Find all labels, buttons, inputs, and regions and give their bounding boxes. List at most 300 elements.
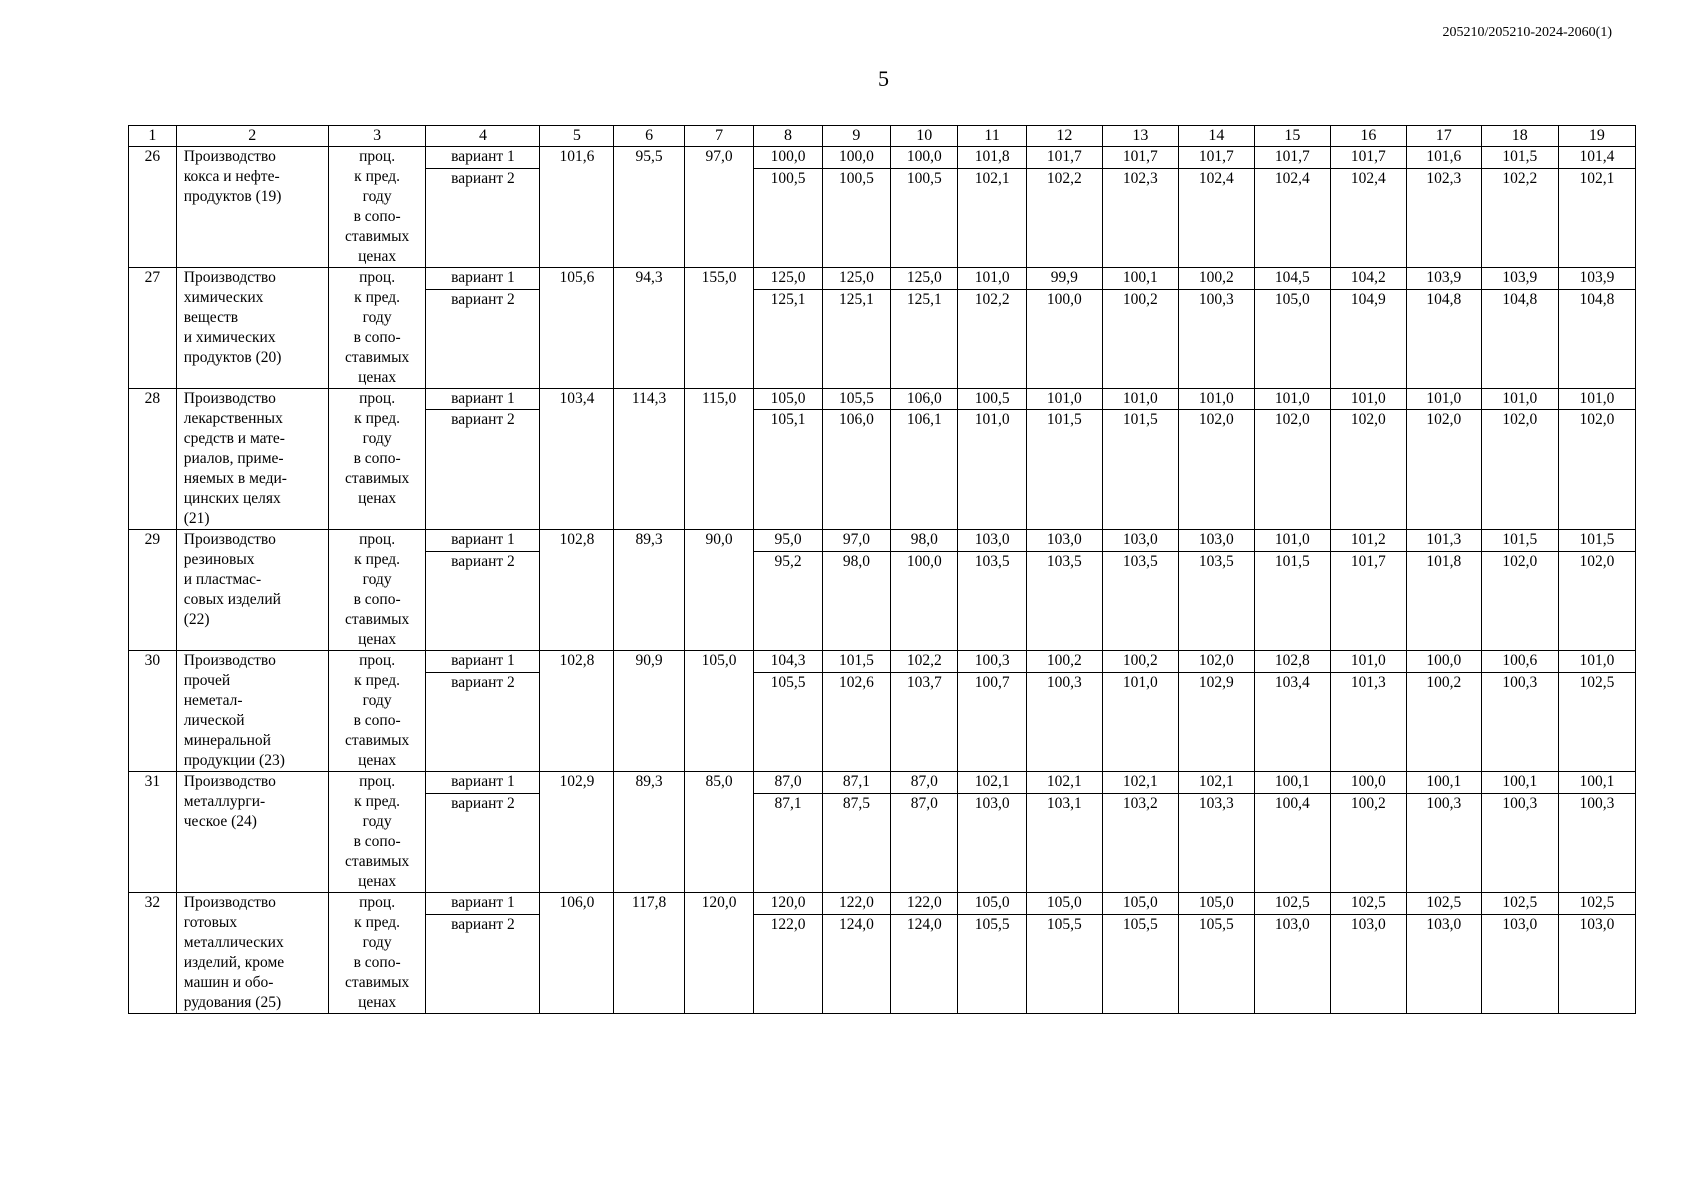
column-number-9: 9	[822, 126, 890, 147]
variant-2-value: 104,9	[1330, 289, 1406, 388]
column-number-6: 6	[614, 126, 685, 147]
variant-1-value: 100,2	[1026, 651, 1102, 673]
base-value: 102,9	[540, 772, 614, 893]
indicator-name-line: цинских целях	[183, 490, 281, 507]
unit-of-measure	[328, 147, 426, 268]
unit-line: году	[362, 430, 392, 447]
variant-2-value: 103,4	[1254, 672, 1330, 771]
unit-line: проц.	[359, 773, 396, 790]
variant-2-value: 102,0	[1481, 551, 1558, 650]
unit-line: году	[362, 571, 392, 588]
variant-1-value: 101,0	[1330, 389, 1406, 410]
unit-line: к пред.	[354, 168, 401, 185]
variant-1-value: 103,0	[1026, 530, 1102, 552]
variant-1-value: 101,5	[822, 651, 890, 673]
unit-line: ставимых	[344, 974, 410, 991]
base-value: 94,3	[614, 268, 685, 389]
unit-of-measure	[328, 772, 426, 893]
variant-2-value: 105,5	[754, 672, 822, 771]
variant-2-value: 105,5	[1102, 914, 1178, 1013]
variant-2-value: 102,0	[1178, 410, 1254, 530]
variant-1-value: 102,5	[1254, 893, 1330, 915]
unit-line: в сопо-	[353, 833, 401, 850]
indicator-name-line: химических	[183, 289, 264, 306]
table-row	[129, 268, 1636, 290]
base-value: 102,8	[540, 530, 614, 651]
variant-1-value: 102,5	[1558, 893, 1635, 915]
variant-2-value: 103,1	[1026, 793, 1102, 892]
base-value: 106,0	[540, 893, 614, 1014]
unit-line: году	[362, 813, 392, 830]
variant-2-value: 103,0	[1481, 914, 1558, 1013]
variant-2-value: 100,3	[1406, 793, 1481, 892]
variant-1-value: 87,1	[822, 772, 890, 794]
indicator-name-line: Производство	[183, 773, 276, 790]
variant-2-value: 125,1	[891, 289, 958, 388]
variant-1-value: 100,1	[1102, 268, 1178, 290]
variant-2-value: 100,2	[1330, 793, 1406, 892]
variant-1-label: вариант 1	[426, 651, 540, 673]
variant-1-value: 102,0	[1178, 651, 1254, 673]
variant-1-value: 102,1	[1026, 772, 1102, 794]
unit-line: в сопо-	[353, 329, 401, 346]
variant-1-value: 100,3	[958, 651, 1026, 673]
variant-2-value: 103,2	[1102, 793, 1178, 892]
variant-1-value: 122,0	[891, 893, 958, 915]
variant-1-value: 100,0	[1406, 651, 1481, 673]
column-number-2: 2	[176, 126, 328, 147]
unit-line: к пред.	[354, 914, 401, 931]
variant-2-value: 100,2	[1406, 672, 1481, 771]
variant-2-value: 100,3	[1558, 793, 1635, 892]
variant-1-value: 102,1	[958, 772, 1026, 794]
indicator-name	[176, 389, 328, 530]
table-row	[129, 651, 1636, 673]
unit-line: ставимых	[344, 470, 410, 487]
table-row	[129, 772, 1636, 794]
unit-of-measure	[328, 893, 426, 1014]
column-number-18: 18	[1481, 126, 1558, 147]
row-number: 31	[129, 772, 177, 893]
variant-1-label: вариант 1	[426, 893, 540, 915]
variant-2-value: 103,0	[1558, 914, 1635, 1013]
variant-2-value: 103,0	[1254, 914, 1330, 1013]
variant-1-value: 95,0	[754, 530, 822, 552]
variant-2-value: 102,0	[1254, 410, 1330, 530]
base-value: 89,3	[614, 772, 685, 893]
variant-1-value: 101,5	[1481, 530, 1558, 552]
indicator-name-line: Производство	[183, 652, 276, 669]
variant-1-value: 100,2	[1102, 651, 1178, 673]
variant-2-value: 103,7	[891, 672, 958, 771]
variant-2-value: 102,0	[1558, 551, 1635, 650]
variant-1-value: 100,6	[1481, 651, 1558, 673]
indicator-name-line: рудования (25)	[183, 994, 282, 1011]
variant-2-value: 101,5	[1254, 551, 1330, 650]
variant-2-label: вариант 2	[426, 168, 540, 267]
variant-1-value: 101,0	[1558, 651, 1635, 673]
unit-line: в сопо-	[353, 591, 401, 608]
indicator-name-line: Производство	[183, 148, 276, 165]
variant-2-value: 102,0	[1330, 410, 1406, 530]
variant-1-value: 104,5	[1254, 268, 1330, 290]
variant-2-value: 103,0	[1330, 914, 1406, 1013]
variant-1-value: 103,0	[1178, 530, 1254, 552]
variant-1-value: 100,1	[1254, 772, 1330, 794]
variant-2-value: 106,1	[891, 410, 958, 530]
variant-2-value: 102,2	[958, 289, 1026, 388]
indicator-name-line: продукции (23)	[183, 752, 285, 769]
variant-1-value: 100,0	[891, 147, 958, 169]
variant-2-value: 100,3	[1481, 793, 1558, 892]
column-number-10: 10	[891, 126, 958, 147]
unit-line: ценах	[358, 248, 397, 265]
variant-1-label: вариант 1	[426, 147, 540, 169]
variant-1-value: 101,0	[1102, 389, 1178, 410]
variant-2-value: 101,5	[1026, 410, 1102, 530]
unit-line: к пред.	[354, 289, 401, 306]
variant-1-value: 102,5	[1406, 893, 1481, 915]
row-number: 29	[129, 530, 177, 651]
variant-2-value: 102,0	[1481, 410, 1558, 530]
variant-2-value: 98,0	[822, 551, 890, 650]
column-number-16: 16	[1330, 126, 1406, 147]
variant-2-value: 100,3	[1026, 672, 1102, 771]
column-number-3: 3	[328, 126, 426, 147]
variant-2-value: 124,0	[822, 914, 890, 1013]
indicator-name	[176, 147, 328, 268]
variant-1-value: 101,0	[958, 268, 1026, 290]
variant-1-value: 101,0	[1026, 389, 1102, 410]
indicator-name	[176, 651, 328, 772]
variant-1-value: 101,8	[958, 147, 1026, 169]
table-row	[129, 893, 1636, 915]
unit-line: к пред.	[354, 551, 401, 568]
variant-1-value: 105,5	[822, 389, 890, 410]
indicator-name-line: минеральной	[183, 732, 271, 749]
variant-2-value: 102,4	[1330, 168, 1406, 267]
variant-2-value: 95,2	[754, 551, 822, 650]
variant-2-label: вариант 2	[426, 914, 540, 1013]
variant-1-label: вариант 1	[426, 268, 540, 290]
variant-2-value: 104,8	[1558, 289, 1635, 388]
variant-2-value: 102,4	[1178, 168, 1254, 267]
indicator-name-line: няемых в меди-	[183, 470, 287, 487]
variant-1-value: 101,0	[1558, 389, 1635, 410]
variant-1-value: 101,7	[1178, 147, 1254, 169]
base-value: 114,3	[614, 389, 685, 530]
unit-line: к пред.	[354, 672, 401, 689]
unit-line: году	[362, 188, 392, 205]
base-value: 90,9	[614, 651, 685, 772]
variant-2-value: 100,3	[1178, 289, 1254, 388]
variant-1-value: 101,4	[1558, 147, 1635, 169]
variant-1-label: вариант 1	[426, 389, 540, 410]
variant-1-value: 105,0	[754, 389, 822, 410]
variant-2-value: 125,1	[822, 289, 890, 388]
variant-2-value: 124,0	[891, 914, 958, 1013]
variant-2-value: 102,0	[1558, 410, 1635, 530]
variant-1-value: 87,0	[891, 772, 958, 794]
variant-1-value: 100,1	[1481, 772, 1558, 794]
variant-2-value: 101,8	[1406, 551, 1481, 650]
variant-1-value: 102,5	[1330, 893, 1406, 915]
variant-2-value: 125,1	[754, 289, 822, 388]
variant-2-value: 103,5	[1026, 551, 1102, 650]
variant-1-value: 100,1	[1558, 772, 1635, 794]
variant-2-value: 102,3	[1102, 168, 1178, 267]
variant-2-value: 102,2	[1481, 168, 1558, 267]
unit-of-measure	[328, 651, 426, 772]
variant-2-value: 103,5	[1178, 551, 1254, 650]
variant-1-value: 100,0	[822, 147, 890, 169]
variant-1-value: 105,0	[958, 893, 1026, 915]
variant-2-value: 102,3	[1406, 168, 1481, 267]
variant-2-label: вариант 2	[426, 551, 540, 650]
variant-2-value: 104,8	[1406, 289, 1481, 388]
variant-2-value: 102,1	[958, 168, 1026, 267]
unit-line: в сопо-	[353, 208, 401, 225]
indicator-name-line: Производство	[183, 894, 276, 911]
indicator-name-line: металлических	[183, 934, 284, 951]
variant-1-value: 101,5	[1558, 530, 1635, 552]
variant-1-value: 101,3	[1406, 530, 1481, 552]
row-number: 28	[129, 389, 177, 530]
variant-1-value: 120,0	[754, 893, 822, 915]
column-number-14: 14	[1178, 126, 1254, 147]
document-id: 205210/205210-2024-2060(1)	[1442, 25, 1612, 40]
variant-1-value: 101,0	[1254, 389, 1330, 410]
column-number-7: 7	[684, 126, 753, 147]
unit-line: проц.	[359, 148, 396, 165]
indicator-name	[176, 530, 328, 651]
variant-2-value: 101,7	[1330, 551, 1406, 650]
indicator-name-line: прочей	[183, 672, 231, 689]
indicator-name-line: Производство	[183, 390, 276, 407]
indicator-name-line: Производство	[183, 531, 276, 548]
variant-1-value: 101,0	[1178, 389, 1254, 410]
variant-1-value: 101,2	[1330, 530, 1406, 552]
variant-2-label: вариант 2	[426, 793, 540, 892]
unit-line: к пред.	[354, 410, 401, 427]
unit-line: к пред.	[354, 793, 401, 810]
column-number-8: 8	[754, 126, 822, 147]
variant-2-value: 87,0	[891, 793, 958, 892]
unit-line: проц.	[359, 390, 396, 407]
page-number: 5	[878, 66, 889, 91]
variant-2-value: 122,0	[754, 914, 822, 1013]
variant-1-value: 87,0	[754, 772, 822, 794]
table-row	[129, 530, 1636, 552]
unit-line: ценах	[358, 631, 397, 648]
variant-1-value: 100,2	[1178, 268, 1254, 290]
variant-2-value: 102,1	[1558, 168, 1635, 267]
variant-1-value: 101,0	[1254, 530, 1330, 552]
indicator-name-line: (22)	[183, 611, 210, 628]
variant-2-value: 100,2	[1102, 289, 1178, 388]
indicator-name-line: резиновых	[183, 551, 255, 568]
base-value: 95,5	[614, 147, 685, 268]
variant-1-value: 100,1	[1406, 772, 1481, 794]
variant-1-value: 100,0	[1330, 772, 1406, 794]
variant-1-value: 101,0	[1481, 389, 1558, 410]
variant-1-value: 125,0	[822, 268, 890, 290]
variant-2-value: 102,9	[1178, 672, 1254, 771]
column-number-12: 12	[1026, 126, 1102, 147]
variant-2-value: 102,2	[1026, 168, 1102, 267]
indicator-name-line: и пластмас-	[183, 571, 262, 588]
variant-2-value: 102,4	[1254, 168, 1330, 267]
variant-1-value: 102,1	[1178, 772, 1254, 794]
column-number-4: 4	[426, 126, 540, 147]
variant-2-value: 102,6	[822, 672, 890, 771]
base-value: 90,0	[684, 530, 753, 651]
base-value: 105,0	[684, 651, 753, 772]
variant-1-value: 103,9	[1406, 268, 1481, 290]
variant-2-value: 87,1	[754, 793, 822, 892]
variant-1-value: 105,0	[1102, 893, 1178, 915]
row-number: 27	[129, 268, 177, 389]
variant-2-value: 105,5	[958, 914, 1026, 1013]
indicator-name-line: продуктов (19)	[183, 188, 282, 205]
base-value: 115,0	[684, 389, 753, 530]
unit-line: ставимых	[344, 732, 410, 749]
variant-2-label: вариант 2	[426, 289, 540, 388]
variant-1-value: 100,5	[958, 389, 1026, 410]
variant-2-value: 104,8	[1481, 289, 1558, 388]
variant-2-value: 101,0	[1102, 672, 1178, 771]
column-number-15: 15	[1254, 126, 1330, 147]
column-number-19: 19	[1558, 126, 1635, 147]
variant-1-value: 101,0	[1330, 651, 1406, 673]
unit-line: ценах	[358, 873, 397, 890]
variant-1-value: 101,7	[1102, 147, 1178, 169]
variant-1-value: 97,0	[822, 530, 890, 552]
unit-line: проц.	[359, 269, 396, 286]
indicator-name	[176, 772, 328, 893]
variant-1-value: 101,6	[1406, 147, 1481, 169]
unit-line: году	[362, 309, 392, 326]
variant-1-value: 98,0	[891, 530, 958, 552]
unit-line: проц.	[359, 531, 396, 548]
base-value: 97,0	[684, 147, 753, 268]
unit-line: ставимых	[344, 349, 410, 366]
indicator-name-line: машин и обо-	[183, 974, 274, 991]
base-value: 105,6	[540, 268, 614, 389]
variant-1-value: 101,0	[1406, 389, 1481, 410]
indicator-name-line: средств и мате-	[183, 430, 285, 447]
variant-1-value: 101,7	[1026, 147, 1102, 169]
variant-2-value: 100,5	[891, 168, 958, 267]
variant-1-value: 103,0	[958, 530, 1026, 552]
base-value: 89,3	[614, 530, 685, 651]
unit-of-measure	[328, 530, 426, 651]
indicator-name-line: совых изделий	[183, 591, 281, 608]
variant-2-value: 103,5	[958, 551, 1026, 650]
variant-2-value: 103,3	[1178, 793, 1254, 892]
variant-1-value: 106,0	[891, 389, 958, 410]
variant-2-value: 106,0	[822, 410, 890, 530]
variant-1-value: 122,0	[822, 893, 890, 915]
unit-of-measure	[328, 389, 426, 530]
variant-2-value: 105,5	[1178, 914, 1254, 1013]
variant-2-value: 105,1	[754, 410, 822, 530]
variant-1-label: вариант 1	[426, 772, 540, 794]
indicator-name-line: лекарственных	[183, 410, 283, 427]
variant-2-value: 87,5	[822, 793, 890, 892]
unit-of-measure	[328, 268, 426, 389]
variant-2-value: 100,5	[822, 168, 890, 267]
variant-2-value: 100,0	[891, 551, 958, 650]
unit-line: проц.	[359, 652, 396, 669]
variant-1-value: 104,3	[754, 651, 822, 673]
variant-1-value: 102,1	[1102, 772, 1178, 794]
indicator-name-line: веществ	[183, 309, 239, 326]
variant-1-value: 101,7	[1330, 147, 1406, 169]
unit-line: в сопо-	[353, 712, 401, 729]
variant-1-value: 102,2	[891, 651, 958, 673]
column-number-row	[129, 126, 1636, 147]
base-value: 85,0	[684, 772, 753, 893]
variant-2-value: 101,3	[1330, 672, 1406, 771]
indicator-name	[176, 268, 328, 389]
unit-line: ставимых	[344, 853, 410, 870]
base-value: 155,0	[684, 268, 753, 389]
variant-1-value: 105,0	[1178, 893, 1254, 915]
unit-line: проц.	[359, 894, 396, 911]
variant-1-value: 105,0	[1026, 893, 1102, 915]
variant-2-value: 100,0	[1026, 289, 1102, 388]
indicator-name-line: лической	[183, 712, 245, 729]
variant-2-value: 105,0	[1254, 289, 1330, 388]
variant-2-value: 100,3	[1481, 672, 1558, 771]
variant-2-value: 102,0	[1406, 410, 1481, 530]
variant-1-value: 125,0	[891, 268, 958, 290]
variant-1-value: 102,8	[1254, 651, 1330, 673]
variant-2-value: 101,5	[1102, 410, 1178, 530]
variant-2-value: 105,5	[1026, 914, 1102, 1013]
indicator-name-line: металлурги-	[183, 793, 266, 810]
variant-2-value: 100,7	[958, 672, 1026, 771]
row-number: 32	[129, 893, 177, 1014]
variant-2-value: 100,4	[1254, 793, 1330, 892]
unit-line: в сопо-	[353, 954, 401, 971]
column-number-5: 5	[540, 126, 614, 147]
unit-line: году	[362, 934, 392, 951]
variant-1-value: 101,5	[1481, 147, 1558, 169]
indicator-name-line: неметал-	[183, 692, 243, 709]
variant-1-value: 103,0	[1102, 530, 1178, 552]
indicator-name-line: (21)	[183, 510, 210, 527]
base-value: 102,8	[540, 651, 614, 772]
variant-2-value: 100,5	[754, 168, 822, 267]
table-row	[129, 389, 1636, 410]
indicator-name-line: и химических	[183, 329, 276, 346]
base-value: 120,0	[684, 893, 753, 1014]
variant-2-value: 103,0	[1406, 914, 1481, 1013]
indicator-name-line: изделий, кроме	[183, 954, 285, 971]
variant-1-value: 103,9	[1558, 268, 1635, 290]
indicator-name-line: продуктов (20)	[183, 349, 282, 366]
unit-line: ценах	[358, 369, 397, 386]
variant-2-label: вариант 2	[426, 672, 540, 771]
column-number-11: 11	[958, 126, 1026, 147]
base-value: 101,6	[540, 147, 614, 268]
indicator-name	[176, 893, 328, 1014]
indicator-name-line: Производство	[183, 269, 276, 286]
variant-2-label: вариант 2	[426, 410, 540, 530]
variant-1-value: 125,0	[754, 268, 822, 290]
